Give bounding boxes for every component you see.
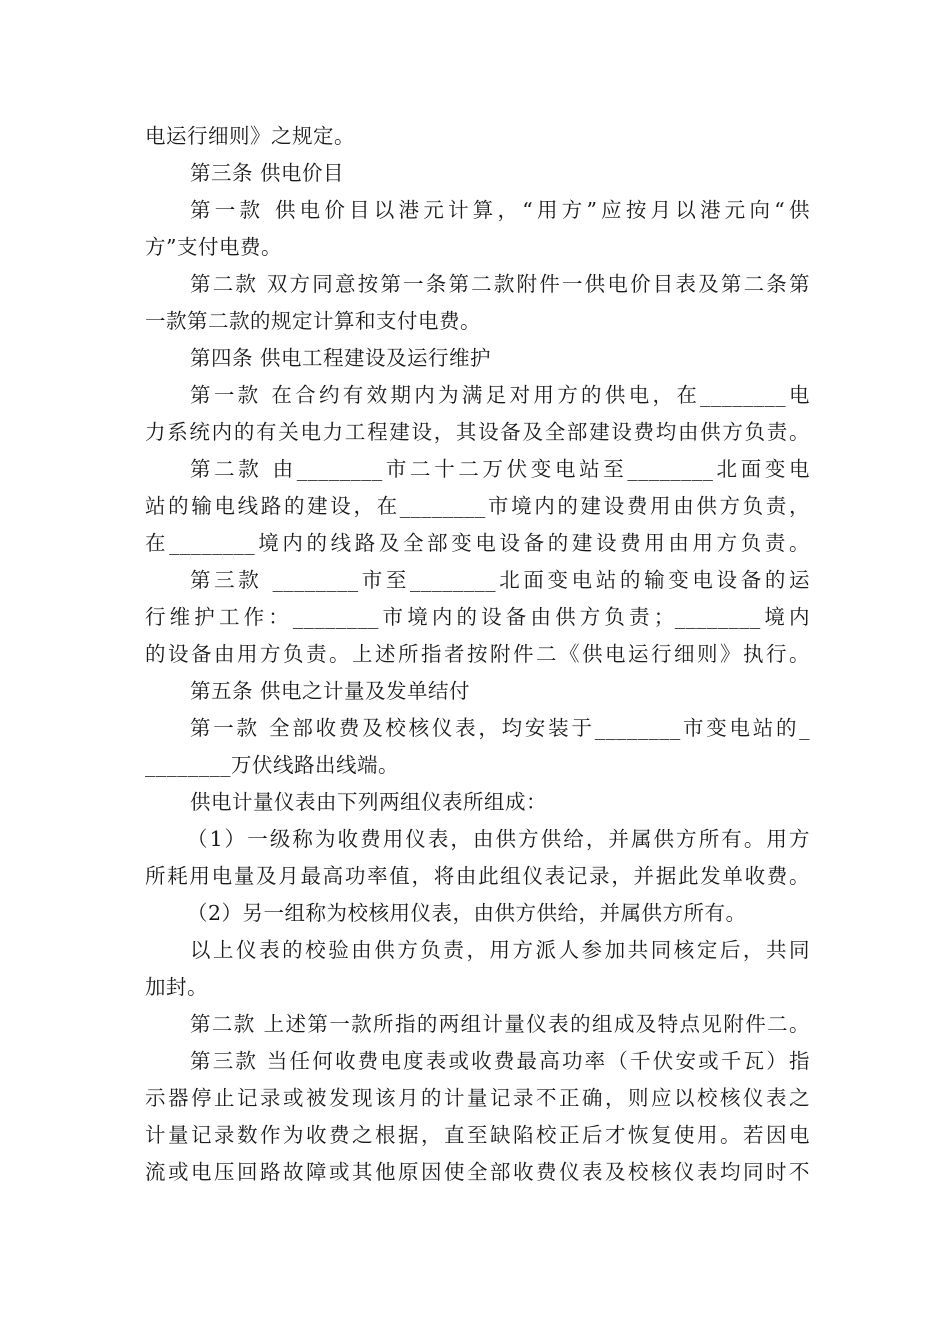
text-line: 以上仪表的校验由供方负责，用方派人参加共同核定后，共同: [190, 938, 810, 962]
document-page: [145, 118, 810, 1191]
text-line: ________万伏线路出线端。: [145, 753, 399, 777]
text-line: 方”支付电费。: [145, 235, 282, 259]
text-line: 在________境内的线路及全部变电设备的建设费用由用方负责。: [145, 531, 810, 555]
section-heading: 第五条 供电之计量及发单结付: [190, 679, 471, 703]
list-item: （1）一级称为收费用仪表，由供方供给，并属供方所有。用方: [187, 827, 810, 851]
text-line: 第二款 由________市二十二万伏变电站至________北面变电: [190, 457, 810, 481]
text-line: 第一款 在合约有效期内为满足对用方的供电，在________电: [190, 383, 810, 407]
text-line: 第三款 当任何收费电度表或收费最高功率（千伏安或千瓦）指: [190, 1049, 810, 1073]
text-line: 第一款 全部收费及校核仪表，均安装于________市变电站的_: [190, 716, 810, 740]
text-line: 第三款 ________市至________北面变电站的输变电设备的运: [190, 568, 810, 592]
text-line: 力系统内的有关电力工程建设，其设备及全部建设费均由供方负责。: [145, 420, 810, 444]
text-line: 站的输电线路的建设，在________市境内的建设费用由供方负责，: [145, 494, 810, 518]
section-heading: 第三条 供电价目: [190, 161, 345, 185]
text-line: 示器停止记录或被发现该月的计量记录不正确，则应以校核仪表之: [145, 1086, 810, 1110]
text-line: 一款第二款的规定计算和支付电费。: [145, 309, 481, 333]
text-line: 的设备由用方负责。上述所指者按附件二《供电运行细则》执行。: [145, 642, 810, 666]
text-line: 第二款 上述第一款所指的两组计量仪表的组成及特点见附件二。: [190, 1012, 810, 1036]
text-line: 计量记录数作为收费之根据，直至缺陷校正后才恢复使用。若因电: [145, 1123, 810, 1147]
text-line: 流或电压回路故障或其他原因使全部收费仪表及校核仪表均同时不: [145, 1160, 810, 1184]
text-line: 电运行细则》之规定。: [145, 124, 355, 148]
text-line: 加封。: [145, 975, 208, 999]
text-line: 供电计量仪表由下列两组仪表所组成：: [190, 790, 547, 814]
text-line: 行维护工作：________市境内的设备由供方负责；________境内: [145, 605, 810, 629]
text-line: 第一款 供电价目以港元计算，“用方”应按月以港元向“供: [190, 198, 810, 222]
list-item: （2）另一组称为校核用仪表，由供方供给，并属供方所有。: [187, 901, 747, 925]
text-line: 第二款 双方同意按第一条第二款附件一供电价目表及第二条第: [190, 272, 810, 296]
text-line: 所耗用电量及月最高功率值，将由此组仪表记录，并据此发单收费。: [145, 864, 810, 888]
section-heading: 第四条 供电工程建设及运行维护: [190, 346, 492, 370]
